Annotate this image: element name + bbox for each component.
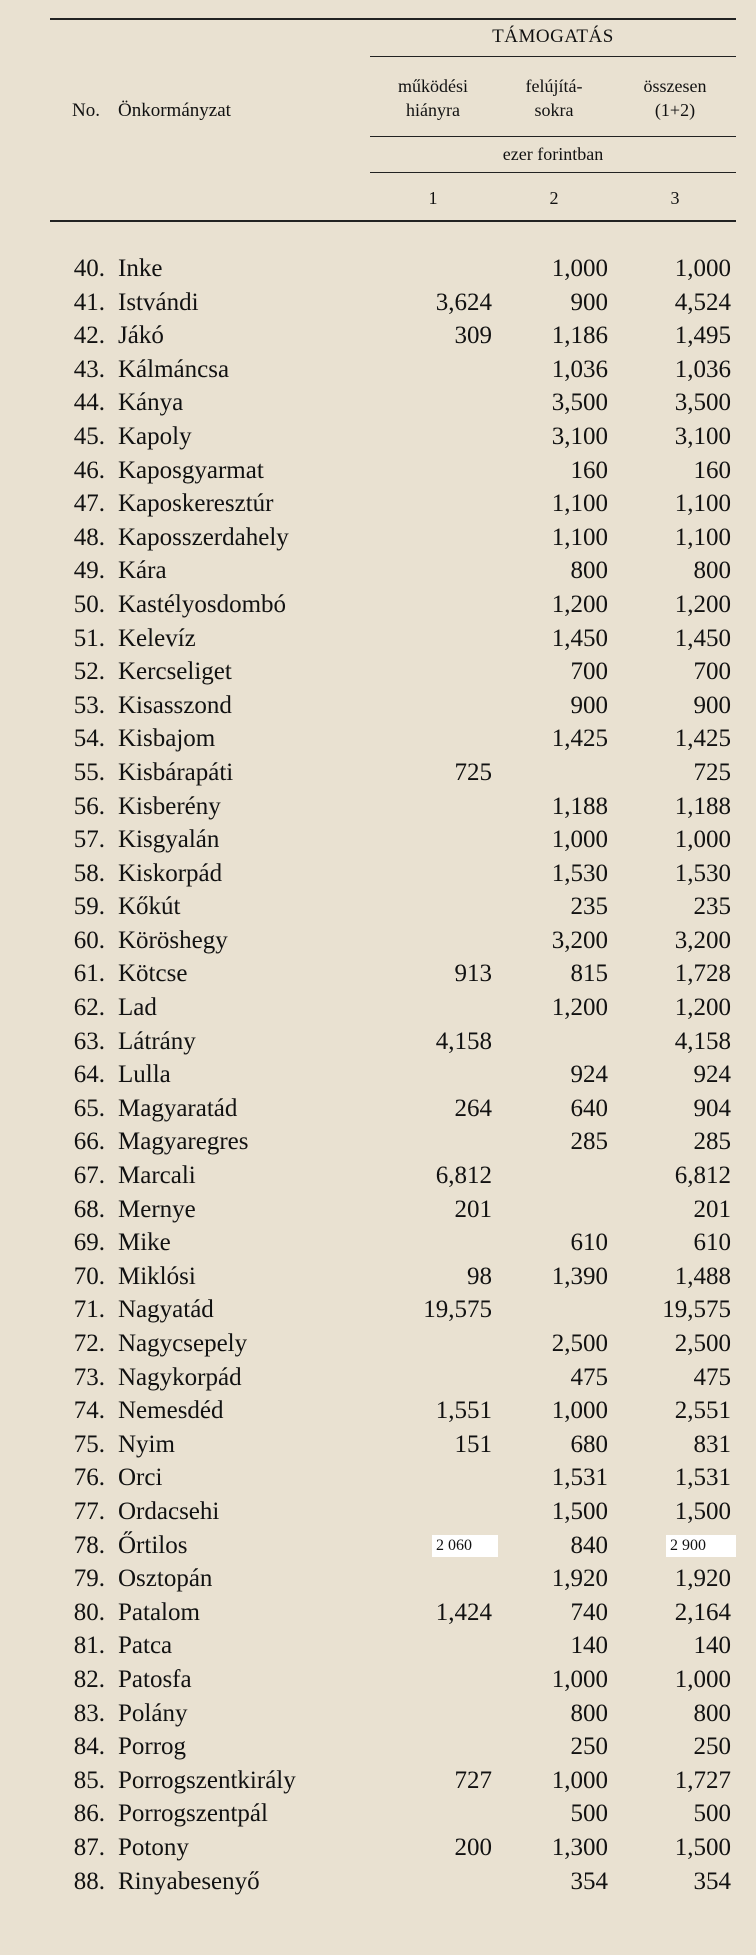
renovation-value: 1,188 xyxy=(551,792,608,820)
municipality-name: Nemesdéd xyxy=(118,1397,224,1425)
row-number: 78. xyxy=(73,1531,105,1559)
table-row xyxy=(0,655,756,689)
row-number: 55. xyxy=(73,758,105,786)
row-number: 69. xyxy=(73,1229,105,1257)
municipality-name: Mernye xyxy=(118,1195,196,1223)
total-value: 160 xyxy=(693,456,731,484)
total-value: 140 xyxy=(693,1632,731,1660)
total-value: 1,200 xyxy=(674,994,731,1022)
row-number: 74. xyxy=(73,1397,105,1425)
total-value: 354 xyxy=(693,1867,731,1895)
municipality-name: Mike xyxy=(118,1229,171,1257)
renovation-value: 1,000 xyxy=(551,826,608,854)
municipality-name: Kaposszerdahely xyxy=(118,523,289,551)
renovation-value: 475 xyxy=(570,1363,608,1391)
table-row xyxy=(0,1159,756,1193)
total-value: 1,530 xyxy=(674,859,731,887)
table-row xyxy=(0,588,756,622)
municipality-name: Köröshegy xyxy=(118,926,228,954)
total-value: 2,500 xyxy=(674,1330,731,1357)
operating-deficit-value: 6,812 xyxy=(435,1162,492,1190)
row-number: 60. xyxy=(73,926,105,954)
table-row xyxy=(0,554,756,588)
operating-deficit-value: 2 060 xyxy=(432,1535,498,1557)
table-row xyxy=(0,1730,756,1764)
renovation-value: 3,100 xyxy=(551,422,608,450)
total-value: 2,551 xyxy=(674,1397,731,1425)
municipality-name: Kastélyosdombó xyxy=(118,590,287,618)
total-value: 3,200 xyxy=(674,926,731,954)
total-value: 235 xyxy=(693,893,731,921)
municipality-name: Kercseliget xyxy=(118,658,232,686)
group-rule xyxy=(370,56,736,57)
renovation-value: 140 xyxy=(570,1632,608,1660)
row-number: 82. xyxy=(73,1665,105,1693)
total-value: 1,000 xyxy=(674,255,731,282)
table-row xyxy=(0,286,756,320)
table-row xyxy=(0,1461,756,1495)
operating-deficit-value: 1,424 xyxy=(435,1598,492,1626)
operating-deficit-value: 913 xyxy=(454,960,492,988)
total-value: 1,488 xyxy=(674,1262,731,1290)
renovation-value: 924 xyxy=(570,1061,608,1089)
table-row xyxy=(0,521,756,555)
renovation-value: 900 xyxy=(570,288,608,316)
municipality-name: Kötcse xyxy=(118,960,188,988)
row-number: 48. xyxy=(73,523,105,551)
total-value: 500 xyxy=(693,1800,731,1828)
col2-header-line1: felújítá- xyxy=(525,76,583,96)
table-row xyxy=(0,1327,756,1361)
operating-deficit-value: 727 xyxy=(454,1766,492,1794)
row-number: 70. xyxy=(73,1262,105,1290)
renovation-value: 700 xyxy=(570,658,608,686)
total-value: 475 xyxy=(693,1363,731,1391)
table-row xyxy=(0,420,756,454)
municipality-name: Nagycsepely xyxy=(118,1330,248,1357)
table-row xyxy=(0,1260,756,1294)
col3-header-line2: (1+2) xyxy=(654,100,696,120)
table-row xyxy=(0,1663,756,1697)
renovation-value: 680 xyxy=(570,1430,608,1458)
total-value: 924 xyxy=(693,1061,731,1089)
row-number: 56. xyxy=(73,792,105,820)
total-value: 201 xyxy=(693,1195,731,1223)
renovation-value: 1,000 xyxy=(551,1766,608,1794)
municipality-name: Magyaregres xyxy=(118,1128,249,1156)
renovation-value: 1,100 xyxy=(551,490,608,518)
municipality-name: Marcali xyxy=(118,1162,196,1190)
table-row xyxy=(0,957,756,991)
col3-header-line1: összesen xyxy=(643,76,707,96)
table-row xyxy=(0,991,756,1025)
municipality-name: Nyim xyxy=(118,1430,175,1458)
renovation-value: 1,000 xyxy=(551,1397,608,1425)
renovation-value: 1,500 xyxy=(551,1497,608,1525)
renovation-value: 1,390 xyxy=(551,1262,608,1290)
municipality-name: Jákó xyxy=(118,322,164,350)
row-number: 62. xyxy=(73,994,105,1022)
row-number: 57. xyxy=(73,826,105,854)
municipality-name: Miklósi xyxy=(118,1262,196,1290)
row-number: 65. xyxy=(73,1094,105,1122)
row-number: 83. xyxy=(73,1699,105,1727)
total-value: 19,575 xyxy=(662,1296,731,1324)
table-row xyxy=(0,1797,756,1831)
total-value: 1,920 xyxy=(674,1565,731,1593)
row-number: 44. xyxy=(73,389,105,417)
table-row xyxy=(0,622,756,656)
renovation-value: 250 xyxy=(570,1733,608,1761)
municipality-name: Kisbárapáti xyxy=(118,758,234,786)
row-number: 45. xyxy=(73,422,105,450)
row-number: 79. xyxy=(73,1565,105,1593)
municipality-name: Kelevíz xyxy=(118,624,196,652)
renovation-value: 1,425 xyxy=(551,725,608,753)
table-row xyxy=(0,1831,756,1865)
total-value: 1,500 xyxy=(674,1833,731,1861)
col2-number: 2 xyxy=(549,188,559,208)
row-number: 50. xyxy=(73,590,105,618)
renovation-value: 740 xyxy=(570,1598,608,1626)
operating-deficit-value: 309 xyxy=(454,322,492,350)
table-row xyxy=(0,1226,756,1260)
renovation-value: 815 xyxy=(570,960,608,988)
table-row xyxy=(0,1428,756,1462)
row-number: 84. xyxy=(73,1733,105,1761)
municipality-name: Őrtilos xyxy=(118,1531,188,1559)
unit-rule-lower xyxy=(370,172,736,173)
renovation-value: 640 xyxy=(570,1094,608,1122)
renovation-value: 354 xyxy=(570,1867,608,1895)
table-body xyxy=(0,252,756,1898)
renovation-value: 900 xyxy=(570,691,608,719)
row-number: 73. xyxy=(73,1363,105,1391)
municipality-name: Inke xyxy=(118,255,163,282)
table-row xyxy=(0,454,756,488)
operating-deficit-value: 4,158 xyxy=(435,1027,492,1055)
municipality-name: Kára xyxy=(118,557,167,585)
row-number: 67. xyxy=(73,1162,105,1190)
row-number: 88. xyxy=(73,1867,105,1895)
operating-deficit-value: 264 xyxy=(454,1094,492,1122)
row-number: 42. xyxy=(73,322,105,350)
total-value: 1,728 xyxy=(674,960,731,988)
renovation-value: 1,300 xyxy=(551,1833,608,1861)
row-number: 86. xyxy=(73,1800,105,1828)
renovation-value: 840 xyxy=(570,1531,608,1559)
row-number: 80. xyxy=(73,1598,105,1626)
table-row xyxy=(0,1193,756,1227)
municipality-name: Osztopán xyxy=(118,1565,213,1593)
table-row xyxy=(0,319,756,353)
operating-deficit-value: 725 xyxy=(454,758,492,786)
table-row xyxy=(0,1629,756,1663)
row-number: 58. xyxy=(73,859,105,887)
row-number: 66. xyxy=(73,1128,105,1156)
table-row xyxy=(0,487,756,521)
renovation-value: 235 xyxy=(570,893,608,921)
row-number: 54. xyxy=(73,725,105,753)
name-header: Önkormányzat xyxy=(118,100,231,121)
table-row xyxy=(0,1562,756,1596)
municipality-name: Kapoly xyxy=(118,422,192,450)
table-row xyxy=(0,857,756,891)
municipality-name: Istvándi xyxy=(118,288,199,316)
municipality-name: Rinyabesenyő xyxy=(118,1867,260,1895)
table-row xyxy=(0,252,756,286)
row-number: 72. xyxy=(73,1330,105,1357)
municipality-name: Ordacsehi xyxy=(118,1497,220,1525)
total-value: 1,727 xyxy=(674,1766,731,1794)
table-row xyxy=(0,1865,756,1899)
total-value: 1,425 xyxy=(674,725,731,753)
renovation-value: 285 xyxy=(570,1128,608,1156)
total-value: 610 xyxy=(693,1229,731,1257)
municipality-name: Nagyatád xyxy=(118,1296,214,1324)
total-value: 1,531 xyxy=(674,1464,731,1492)
total-value: 725 xyxy=(693,758,731,786)
row-number: 43. xyxy=(73,355,105,383)
table-row xyxy=(0,1495,756,1529)
table-row xyxy=(0,756,756,790)
row-number: 63. xyxy=(73,1027,105,1055)
col1-number: 1 xyxy=(428,188,438,208)
municipality-name: Látrány xyxy=(118,1027,196,1055)
table-row xyxy=(0,924,756,958)
total-value: 1,188 xyxy=(674,792,731,820)
municipality-name: Kisasszond xyxy=(118,691,232,719)
group-header: TÁMOGATÁS xyxy=(492,26,614,47)
unit-rule-upper xyxy=(370,136,736,137)
renovation-value: 1,186 xyxy=(551,322,608,350)
table-row xyxy=(0,1764,756,1798)
total-value: 6,812 xyxy=(674,1162,731,1190)
renovation-value: 610 xyxy=(570,1229,608,1257)
total-value: 1,495 xyxy=(674,322,731,350)
renovation-value: 1,450 xyxy=(551,624,608,652)
row-number: 40. xyxy=(73,255,105,282)
total-value: 1,100 xyxy=(674,523,731,551)
table-row xyxy=(0,689,756,723)
total-value: 3,500 xyxy=(674,389,731,417)
unit-header: ezer forintban xyxy=(502,144,604,164)
renovation-value: 1,920 xyxy=(551,1565,608,1593)
municipality-name: Orci xyxy=(118,1464,163,1492)
total-value: 900 xyxy=(693,691,731,719)
municipality-name: Porrogszentpál xyxy=(118,1800,268,1828)
row-number: 68. xyxy=(73,1195,105,1223)
row-number: 51. xyxy=(73,624,105,652)
renovation-value: 500 xyxy=(570,1800,608,1828)
table-row xyxy=(0,1092,756,1126)
total-value: 800 xyxy=(693,557,731,585)
row-number: 47. xyxy=(73,490,105,518)
municipality-name: Kőkút xyxy=(118,893,181,921)
row-number: 64. xyxy=(73,1061,105,1089)
table-row xyxy=(0,1025,756,1059)
municipality-name: Polány xyxy=(118,1699,188,1727)
total-value: 250 xyxy=(693,1733,731,1761)
total-value: 800 xyxy=(693,1699,731,1727)
municipality-name: Kaposgyarmat xyxy=(118,456,264,484)
total-value: 904 xyxy=(693,1094,731,1122)
operating-deficit-value: 1,551 xyxy=(435,1397,492,1425)
table-row xyxy=(0,1529,756,1563)
total-value: 1,100 xyxy=(674,490,731,518)
renovation-value: 1,531 xyxy=(551,1464,608,1492)
renovation-value: 1,530 xyxy=(551,859,608,887)
renovation-value: 3,500 xyxy=(551,389,608,417)
renovation-value: 2,500 xyxy=(551,1330,608,1357)
table-row xyxy=(0,386,756,420)
table-row xyxy=(0,722,756,756)
col2-header-line2: sokra xyxy=(534,100,574,120)
municipality-name: Lad xyxy=(118,994,157,1022)
table-row xyxy=(0,890,756,924)
municipality-name: Lulla xyxy=(118,1061,171,1089)
operating-deficit-value: 201 xyxy=(454,1195,492,1223)
row-number: 75. xyxy=(73,1430,105,1458)
col1-header-line1: működési xyxy=(398,76,468,96)
row-number: 49. xyxy=(73,557,105,585)
total-value: 1,200 xyxy=(674,590,731,618)
row-number: 53. xyxy=(73,691,105,719)
total-value: 831 xyxy=(693,1430,731,1458)
total-value: 700 xyxy=(693,658,731,686)
col1-header-line2: hiányra xyxy=(406,100,460,120)
municipality-name: Nagykorpád xyxy=(118,1363,242,1391)
total-value: 1,000 xyxy=(674,1665,731,1693)
municipality-name: Kaposkeresztúr xyxy=(118,490,274,518)
municipality-name: Patca xyxy=(118,1632,173,1660)
row-number: 71. xyxy=(73,1296,105,1324)
total-value: 4,524 xyxy=(674,288,731,316)
municipality-name: Magyaratád xyxy=(118,1094,238,1122)
total-value: 285 xyxy=(693,1128,731,1156)
total-value: 4,158 xyxy=(674,1027,731,1055)
renovation-value: 800 xyxy=(570,1699,608,1727)
top-rule xyxy=(50,18,736,20)
renovation-value: 1,000 xyxy=(551,255,608,282)
total-value: 3,100 xyxy=(674,422,731,450)
municipality-name: Porrogszentkirály xyxy=(118,1766,296,1794)
row-number: 41. xyxy=(73,288,105,316)
renovation-value: 1,036 xyxy=(551,355,608,383)
table-row xyxy=(0,823,756,857)
municipality-name: Kisbajom xyxy=(118,725,216,753)
operating-deficit-value: 200 xyxy=(454,1833,492,1861)
no-header: No. xyxy=(72,100,100,121)
total-value: 1,450 xyxy=(674,624,731,652)
table-row xyxy=(0,1361,756,1395)
operating-deficit-value: 19,575 xyxy=(423,1296,492,1324)
table-row xyxy=(0,1058,756,1092)
total-value: 2,164 xyxy=(674,1598,731,1626)
header-bottom-rule xyxy=(50,220,736,222)
row-number: 85. xyxy=(73,1766,105,1794)
total-value: 1,000 xyxy=(674,826,731,854)
municipality-name: Kánya xyxy=(118,389,184,417)
municipality-name: Potony xyxy=(118,1833,189,1861)
municipality-name: Kisberény xyxy=(118,792,221,820)
table-row xyxy=(0,1394,756,1428)
municipality-name: Patalom xyxy=(118,1598,200,1626)
municipality-name: Porrog xyxy=(118,1733,187,1761)
table-row xyxy=(0,1697,756,1731)
renovation-value: 800 xyxy=(570,557,608,585)
renovation-value: 1,100 xyxy=(551,523,608,551)
operating-deficit-value: 98 xyxy=(467,1262,492,1290)
renovation-value: 1,000 xyxy=(551,1665,608,1693)
row-number: 61. xyxy=(73,960,105,988)
row-number: 76. xyxy=(73,1464,105,1492)
renovation-value: 1,200 xyxy=(551,994,608,1022)
operating-deficit-value: 151 xyxy=(454,1430,492,1458)
table-row xyxy=(0,790,756,824)
row-number: 87. xyxy=(73,1833,105,1861)
municipality-name: Patosfa xyxy=(118,1665,192,1693)
row-number: 46. xyxy=(73,456,105,484)
table-row xyxy=(0,1293,756,1327)
total-value: 2 900 xyxy=(666,1535,736,1557)
table-row xyxy=(0,1125,756,1159)
row-number: 59. xyxy=(73,893,105,921)
operating-deficit-value: 3,624 xyxy=(435,288,492,316)
municipality-name: Kálmáncsa xyxy=(118,355,230,383)
table-row xyxy=(0,353,756,387)
row-number: 52. xyxy=(73,658,105,686)
municipality-name: Kisgyalán xyxy=(118,826,220,854)
row-number: 81. xyxy=(73,1632,105,1660)
renovation-value: 1,200 xyxy=(551,590,608,618)
renovation-value: 3,200 xyxy=(551,926,608,954)
renovation-value: 160 xyxy=(570,456,608,484)
total-value: 1,500 xyxy=(674,1497,731,1525)
municipality-name: Kiskorpád xyxy=(118,859,223,887)
table-row xyxy=(0,1596,756,1630)
row-number: 77. xyxy=(73,1497,105,1525)
col3-number: 3 xyxy=(670,188,680,208)
total-value: 1,036 xyxy=(674,355,731,383)
